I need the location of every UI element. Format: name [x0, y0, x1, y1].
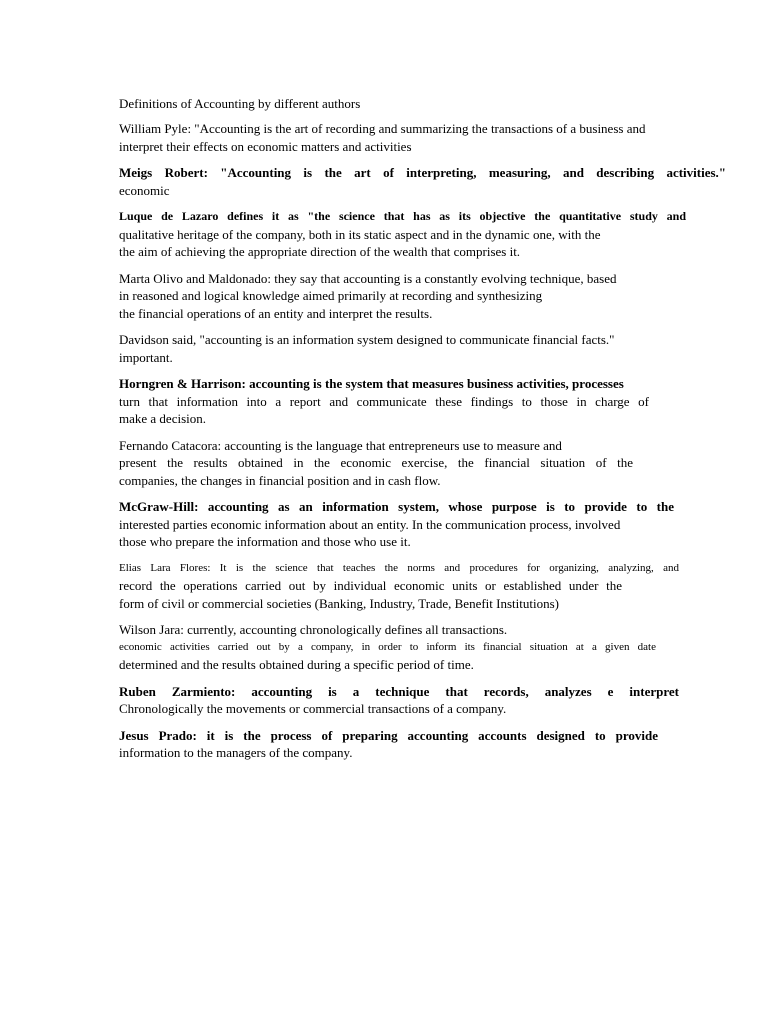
text-line: economic [119, 182, 170, 198]
text-line: in reasoned and logical knowledge aimed primarily at recording and synthesizing [119, 288, 543, 303]
text-line: Horngren & Harrison: accounting is the system that measures business activities, processes [119, 376, 624, 391]
text-line: economic activities carried out by a company, in order to inform its financial situation at a given date [119, 640, 656, 653]
text-line: turn that information into a report and communicate these findings to those in charge of [119, 393, 649, 409]
text-line: Wilson Jara: currently, accounting chronologically defines all transactions. [119, 622, 508, 637]
definition-meigs-robert [119, 164, 726, 199]
document-title: Definitions of Accounting by different authors [119, 96, 361, 111]
definition-davidson [119, 331, 726, 366]
text-line: record the operations carried out by individual economic units or established under the [119, 578, 622, 593]
text-line: Chronologically the movements or commercial transactions of a company. [119, 701, 507, 716]
text-line: Fernando Catacora: accounting is the language that entrepreneurs use to measure and [119, 437, 562, 453]
definition-mcgraw-hill [119, 498, 726, 551]
text-line: the aim of achieving the appropriate direction of the wealth that comprises it. [119, 244, 521, 259]
text-line: information to the managers of the company. [119, 745, 353, 760]
text-line: present the results obtained in the economic exercise, the financial situation of the [119, 455, 633, 470]
text-line: McGraw-Hill: accounting as an information system, whose purpose is to provide to the [119, 499, 674, 514]
text-line: the financial operations of an entity and interpret the results. [119, 305, 433, 321]
definition-elias-lara-flores [119, 560, 726, 613]
definition-fernando-catacora [119, 437, 726, 490]
definition-luque-de-lazaro [119, 208, 726, 261]
text-line: companies, the changes in financial position and in cash flow. [119, 472, 441, 488]
text-line: Davidson said, "accounting is an information system designed to communicate financial facts." [119, 332, 615, 347]
definition-ruben-zarmiento [119, 683, 726, 718]
text-line: qualitative heritage of the company, both in its static aspect and in the dynamic one, with the [119, 226, 601, 242]
text-line: Jesus Prado: it is the process of preparing accounting accounts designed to provide [119, 727, 658, 743]
text-line: make a decision. [119, 411, 206, 426]
text-line: interpret their effects on economic matters and activities [119, 138, 412, 154]
text-line: important. [119, 349, 173, 365]
text-line: form of civil or commercial societies (Banking, Industry, Trade, Benefit Institutions) [119, 595, 559, 611]
definition-jesus-prado [119, 727, 726, 762]
document-page [119, 95, 726, 771]
definition-marta-olivo-maldonado [119, 270, 726, 323]
text-line: Luque de Lazaro defines it as "the science that has as its objective the quantitative study and [119, 209, 686, 223]
definition-horngren-harrison [119, 375, 726, 428]
text-line: interested parties economic information about an entity. In the communication process, involved [119, 516, 621, 532]
text-line: William Pyle: "Accounting is the art of recording and summarizing the transactions of a business and [119, 121, 646, 136]
text-line: Marta Olivo and Maldonado: they say that accounting is a constantly evolving technique, based [119, 270, 617, 286]
text-line: Ruben Zarmiento: accounting is a technique that records, analyzes e interpret [119, 683, 679, 699]
text-line: Meigs Robert: "Accounting is the art of interpreting, measuring, and describing activities." [119, 165, 726, 180]
text-line: determined and the results obtained during a specific period of time. [119, 657, 474, 672]
definition-wilson-jara [119, 621, 726, 674]
definition-william-pyle [119, 120, 726, 155]
text-line: Elias Lara Flores: It is the science that teaches the norms and procedures for organizing, analyzing, and [119, 561, 679, 574]
text-line: those who prepare the information and those who use it. [119, 534, 411, 549]
